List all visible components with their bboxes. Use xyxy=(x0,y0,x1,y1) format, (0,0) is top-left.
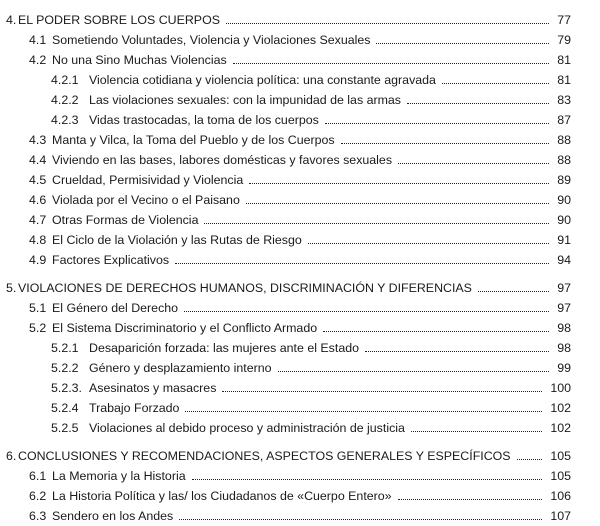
dot-leader xyxy=(407,103,549,104)
entry-number: 5.2 xyxy=(29,321,47,335)
dot-leader xyxy=(249,183,549,184)
entry-number: 4.3 xyxy=(29,133,47,147)
entry-number: 4.6 xyxy=(29,193,47,207)
entry-title: Crueldad, Permisividad y Violencia xyxy=(52,173,244,187)
dot-leader xyxy=(226,23,549,24)
dot-leader xyxy=(175,263,549,264)
entry-page: 107 xyxy=(550,509,571,523)
dot-leader xyxy=(179,519,542,520)
entry-page: 106 xyxy=(550,489,571,503)
entry-title: VIOLACIONES DE DERECHOS HUMANOS, DISCRIMINACIÓN Y DIFERENCIAS xyxy=(18,281,472,295)
entry-title: El Ciclo de la Violación y las Rutas de Riesgo xyxy=(52,233,302,247)
dot-leader xyxy=(325,123,549,124)
entry-title: EL PODER SOBRE LOS CUERPOS xyxy=(18,13,220,27)
entry-page: 81 xyxy=(557,53,571,67)
entry-page: 97 xyxy=(557,281,571,295)
toc-entry-4-6[interactable] xyxy=(0,190,600,210)
entry-number: 5.1 xyxy=(29,301,47,315)
dot-leader xyxy=(192,479,542,480)
entry-number: 6.2 xyxy=(29,489,47,503)
entry-page: 94 xyxy=(557,253,571,267)
entry-number: 4.2.3 xyxy=(51,113,79,127)
dot-leader xyxy=(398,499,542,500)
dot-leader xyxy=(442,83,549,84)
entry-title: No una Sino Muchas Violencias xyxy=(52,53,227,67)
toc-entry-5-2-2[interactable] xyxy=(0,358,600,378)
entry-number: 4.2.1 xyxy=(51,73,79,87)
entry-title: Las violaciones sexuales: con la impunidad de las armas xyxy=(89,93,402,107)
toc-entry-4-7[interactable] xyxy=(0,210,600,230)
entry-page: 102 xyxy=(550,421,571,435)
dot-leader xyxy=(411,431,542,432)
entry-page: 100 xyxy=(550,381,571,395)
entry-page: 99 xyxy=(557,361,571,375)
entry-number: 4. xyxy=(6,13,17,27)
entry-number: 5.2.3. xyxy=(51,381,83,395)
dot-leader xyxy=(308,243,549,244)
entry-number: 5.2.4 xyxy=(51,401,79,415)
entry-title: Sendero en los Andes xyxy=(52,509,174,523)
toc-entry-5-2-5[interactable] xyxy=(0,418,600,438)
toc-entry-4-4[interactable] xyxy=(0,150,600,170)
dot-leader xyxy=(185,411,542,412)
toc-entry-5[interactable] xyxy=(0,278,600,298)
entry-title: El Sistema Discriminatorio y el Conflicto Armado xyxy=(52,321,318,335)
entry-title: Asesinatos y masacres xyxy=(89,381,217,395)
toc-entry-6-1[interactable] xyxy=(0,466,600,486)
entry-title: Sometiendo Voluntades, Violencia y Violaciones Sexuales xyxy=(52,33,371,47)
entry-number: 4.7 xyxy=(29,213,47,227)
entry-page: 91 xyxy=(557,233,571,247)
dot-leader xyxy=(478,291,549,292)
entry-page: 79 xyxy=(557,33,571,47)
toc-entry-5-2-1[interactable] xyxy=(0,338,600,358)
toc-entry-6-2[interactable] xyxy=(0,486,600,506)
entry-title: Violada por el Vecino o el Paisano xyxy=(52,193,240,207)
toc-entry-6-3[interactable] xyxy=(0,506,600,526)
entry-title: La Historia Política y las/ los Ciudadanos de «Cuerpo Entero» xyxy=(52,489,392,503)
entry-page: 83 xyxy=(557,93,571,107)
entry-title: Género y desplazamiento interno xyxy=(89,361,272,375)
entry-title: Factores Explicativos xyxy=(52,253,170,267)
entry-number: 4.5 xyxy=(29,173,47,187)
dot-leader xyxy=(365,351,549,352)
entry-title: Violencia cotidiana y violencia política: una constante agravada xyxy=(89,73,436,87)
entry-page: 105 xyxy=(550,449,571,463)
entry-page: 105 xyxy=(550,469,571,483)
toc-entry-4-2-2[interactable] xyxy=(0,90,600,110)
toc-entry-5-2[interactable] xyxy=(0,318,600,338)
dot-leader xyxy=(233,63,549,64)
entry-page: 81 xyxy=(557,73,571,87)
dot-leader xyxy=(278,371,549,372)
entry-number: 4.9 xyxy=(29,253,47,267)
toc-entry-4-2-3[interactable] xyxy=(0,110,600,130)
toc-entry-4-5[interactable] xyxy=(0,170,600,190)
entry-page: 90 xyxy=(557,193,571,207)
dot-leader xyxy=(204,223,549,224)
entry-title: Otras Formas de Violencia xyxy=(52,213,199,227)
entry-page: 98 xyxy=(557,321,571,335)
entry-title: Desaparición forzada: las mujeres ante el Estado xyxy=(89,341,359,355)
entry-title: Viviendo en las bases, labores domésticas y favores sexuales xyxy=(52,153,393,167)
entry-number: 5.2.5 xyxy=(51,421,79,435)
toc-entry-4-2-1[interactable] xyxy=(0,70,600,90)
entry-page: 102 xyxy=(550,401,571,415)
entry-title: Manta y Vilca, la Toma del Pueblo y de los Cuerpos xyxy=(52,133,335,147)
entry-title: Trabajo Forzado xyxy=(89,401,180,415)
toc-entry-5-1[interactable] xyxy=(0,298,600,318)
entry-page: 97 xyxy=(557,301,571,315)
entry-title: El Género del Derecho xyxy=(52,301,179,315)
toc-entry-6[interactable] xyxy=(0,446,600,466)
dot-leader xyxy=(517,459,542,460)
entry-page: 88 xyxy=(557,153,571,167)
dot-leader xyxy=(323,331,549,332)
dot-leader xyxy=(184,311,549,312)
entry-page: 77 xyxy=(557,13,571,27)
entry-number: 6.3 xyxy=(29,509,47,523)
toc-entry-4-8[interactable] xyxy=(0,230,600,250)
toc-entry-5-2-4[interactable] xyxy=(0,398,600,418)
entry-number: 6. xyxy=(6,449,17,463)
entry-number: 4.1 xyxy=(29,33,47,47)
entry-page: 98 xyxy=(557,341,571,355)
entry-title: La Memoria y la Historia xyxy=(52,469,186,483)
entry-number: 5. xyxy=(6,281,17,295)
entry-number: 5.2.1 xyxy=(51,341,79,355)
entry-number: 4.8 xyxy=(29,233,47,247)
dot-leader xyxy=(376,43,549,44)
toc-entry-4-3[interactable] xyxy=(0,130,600,150)
dot-leader xyxy=(341,143,549,144)
toc-entry-4-9[interactable] xyxy=(0,250,600,270)
entry-number: 6.1 xyxy=(29,469,47,483)
entry-number: 5.2.2 xyxy=(51,361,79,375)
dot-leader xyxy=(398,163,549,164)
toc-entry-4-1[interactable] xyxy=(0,30,600,50)
entry-page: 89 xyxy=(557,173,571,187)
entry-number: 4.2 xyxy=(29,53,47,67)
entry-number: 4.4 xyxy=(29,153,47,167)
entry-title: CONCLUSIONES Y RECOMENDACIONES, ASPECTOS GENERALES Y ESPECÍFICOS xyxy=(18,449,511,463)
entry-title: Violaciones al debido proceso y administración de justicia xyxy=(89,421,405,435)
entry-number: 4.2.2 xyxy=(51,93,79,107)
entry-page: 90 xyxy=(557,213,571,227)
toc-entry-4-2[interactable] xyxy=(0,50,600,70)
toc-entry-5-2-3[interactable] xyxy=(0,378,600,398)
dot-leader xyxy=(222,391,542,392)
entry-page: 87 xyxy=(557,113,571,127)
toc-entry-4[interactable] xyxy=(0,10,600,30)
entry-page: 88 xyxy=(557,133,571,147)
dot-leader xyxy=(246,203,549,204)
entry-title: Vidas trastocadas, la toma de los cuerpos xyxy=(89,113,319,127)
